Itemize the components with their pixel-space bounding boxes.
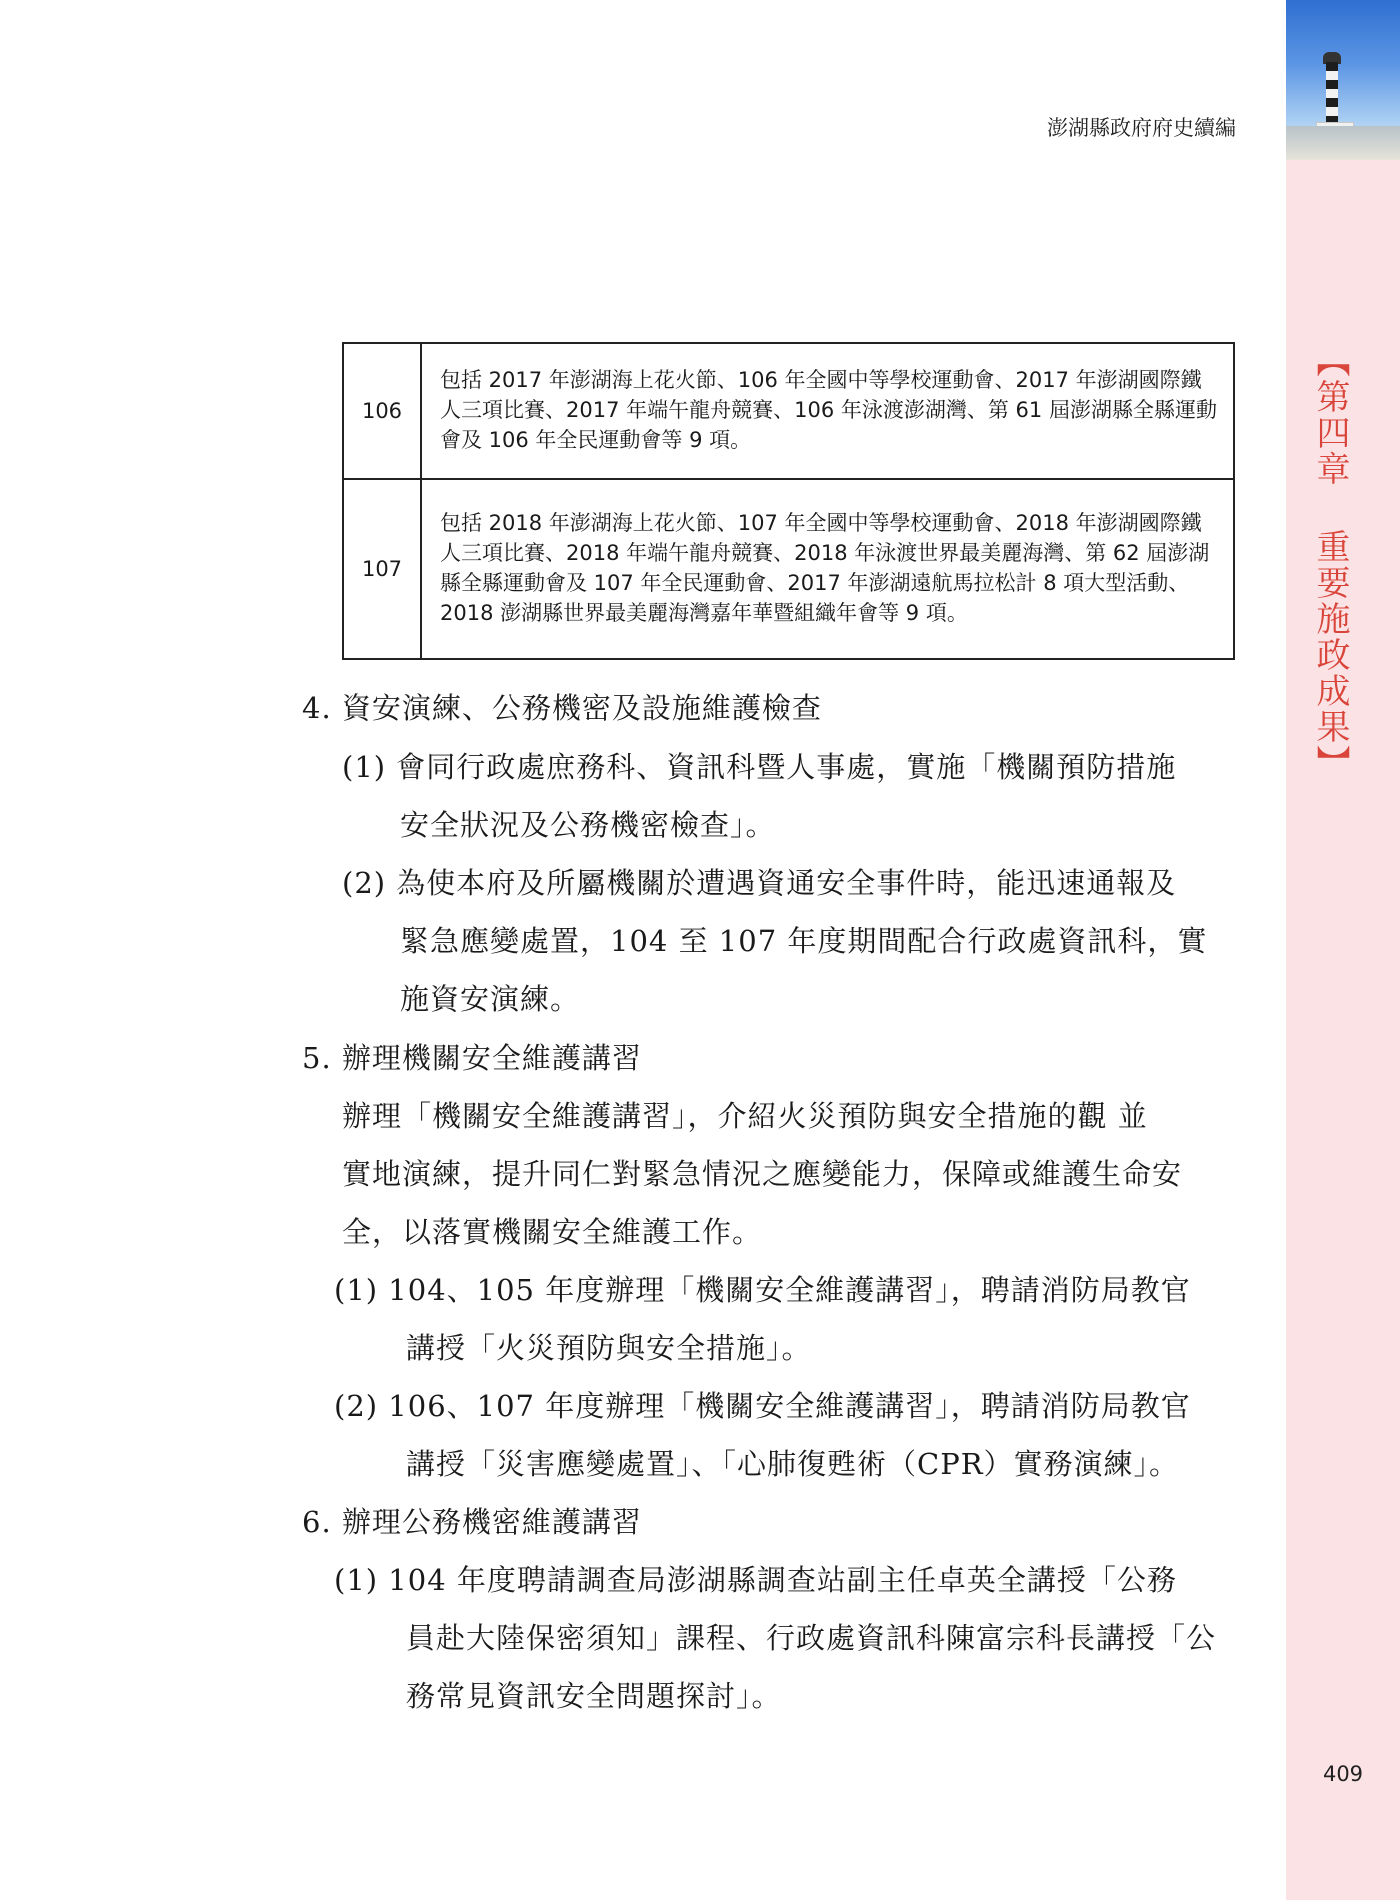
running-header: 澎湖縣政府府史續編 — [1047, 116, 1236, 140]
description-cell: 包括 2018 年澎湖海上花火節、107 年全國中等學校運動會、2018 年澎湖國際鐵人三項比賽、2018 年端午龍舟競賽、2018 年泳渡世界最美麗海灣、第 62 屆澎湖縣全縣運動會及 107 年全民運動會、2017 年澎湖遠航馬拉松計 8 項大型活動、2018 澎湖縣世界最美麗海灣嘉年華暨組織年會等 9 項。 — [421, 479, 1234, 659]
list-item: (1) 會同行政處庶務科、資訊科暨人事處，實施「機關預防措施 — [342, 750, 1177, 784]
list-item-continuation: 安全狀況及公務機密檢查」。 — [400, 808, 776, 842]
year-cell: 107 — [343, 479, 421, 659]
table-row — [343, 343, 1234, 479]
lighthouse-photo — [1286, 0, 1400, 160]
page-number: 409 — [1322, 1762, 1364, 1786]
paragraph-line: 實地演練，提升同仁對緊急情況之應變能力，保障或維護生命安 — [342, 1157, 1183, 1191]
table-row — [343, 479, 1234, 659]
description-cell: 包括 2017 年澎湖海上花火節、106 年全國中等學校運動會、2017 年澎湖國際鐵人三項比賽、2017 年端午龍舟競賽、106 年泳渡澎湖灣、第 61 屆澎湖縣全縣運動會及 106 年全民運動會等 9 項。 — [421, 343, 1234, 479]
paragraph-line: 辦理「機關安全維護講習」，介紹火災預防與安全措施的觀 並 — [342, 1099, 1148, 1133]
list-item: (2) 為使本府及所屬機關於遭遇資通安全事件時，能迅速通報及 — [342, 866, 1177, 900]
year-cell: 106 — [343, 343, 421, 479]
section-heading: 6. 辦理公務機密維護講習 — [302, 1505, 642, 1539]
list-item-continuation: 施資安演練。 — [400, 982, 581, 1016]
chapter-label: 【第四章 重要施政成果】 — [1310, 343, 1350, 781]
list-item-continuation: 緊急應變處置，104 至 107 年度期間配合行政處資訊科，實 — [400, 924, 1208, 958]
list-item: (2) 106、107 年度辦理「機關安全維護講習」，聘請消防局教官 — [334, 1389, 1191, 1423]
list-item-continuation: 講授「災害應變處置」、「心肺復甦術（CPR）實務演練」。 — [406, 1447, 1180, 1481]
list-item-continuation: 員赴大陸保密須知」課程、行政處資訊科陳富宗科長講授「公 — [406, 1621, 1217, 1655]
side-band — [1286, 0, 1400, 1900]
section-heading: 4. 資安演練、公務機密及設施維護檢查 — [302, 691, 822, 725]
list-item-continuation: 講授「火災預防與安全措施」。 — [406, 1331, 812, 1365]
paragraph-line: 全，以落實機關安全維護工作。 — [342, 1215, 763, 1249]
section-heading: 5. 辦理機關安全維護講習 — [302, 1041, 642, 1075]
list-item: (1) 104 年度聘請調查局澎湖縣調查站副主任卓英全講授「公務 — [334, 1563, 1177, 1597]
events-table — [342, 342, 1235, 660]
photo-ground — [1286, 126, 1400, 160]
list-item: (1) 104、105 年度辦理「機關安全維護講習」，聘請消防局教官 — [334, 1273, 1191, 1307]
list-item-continuation: 務常見資訊安全問題探討」。 — [406, 1679, 782, 1713]
